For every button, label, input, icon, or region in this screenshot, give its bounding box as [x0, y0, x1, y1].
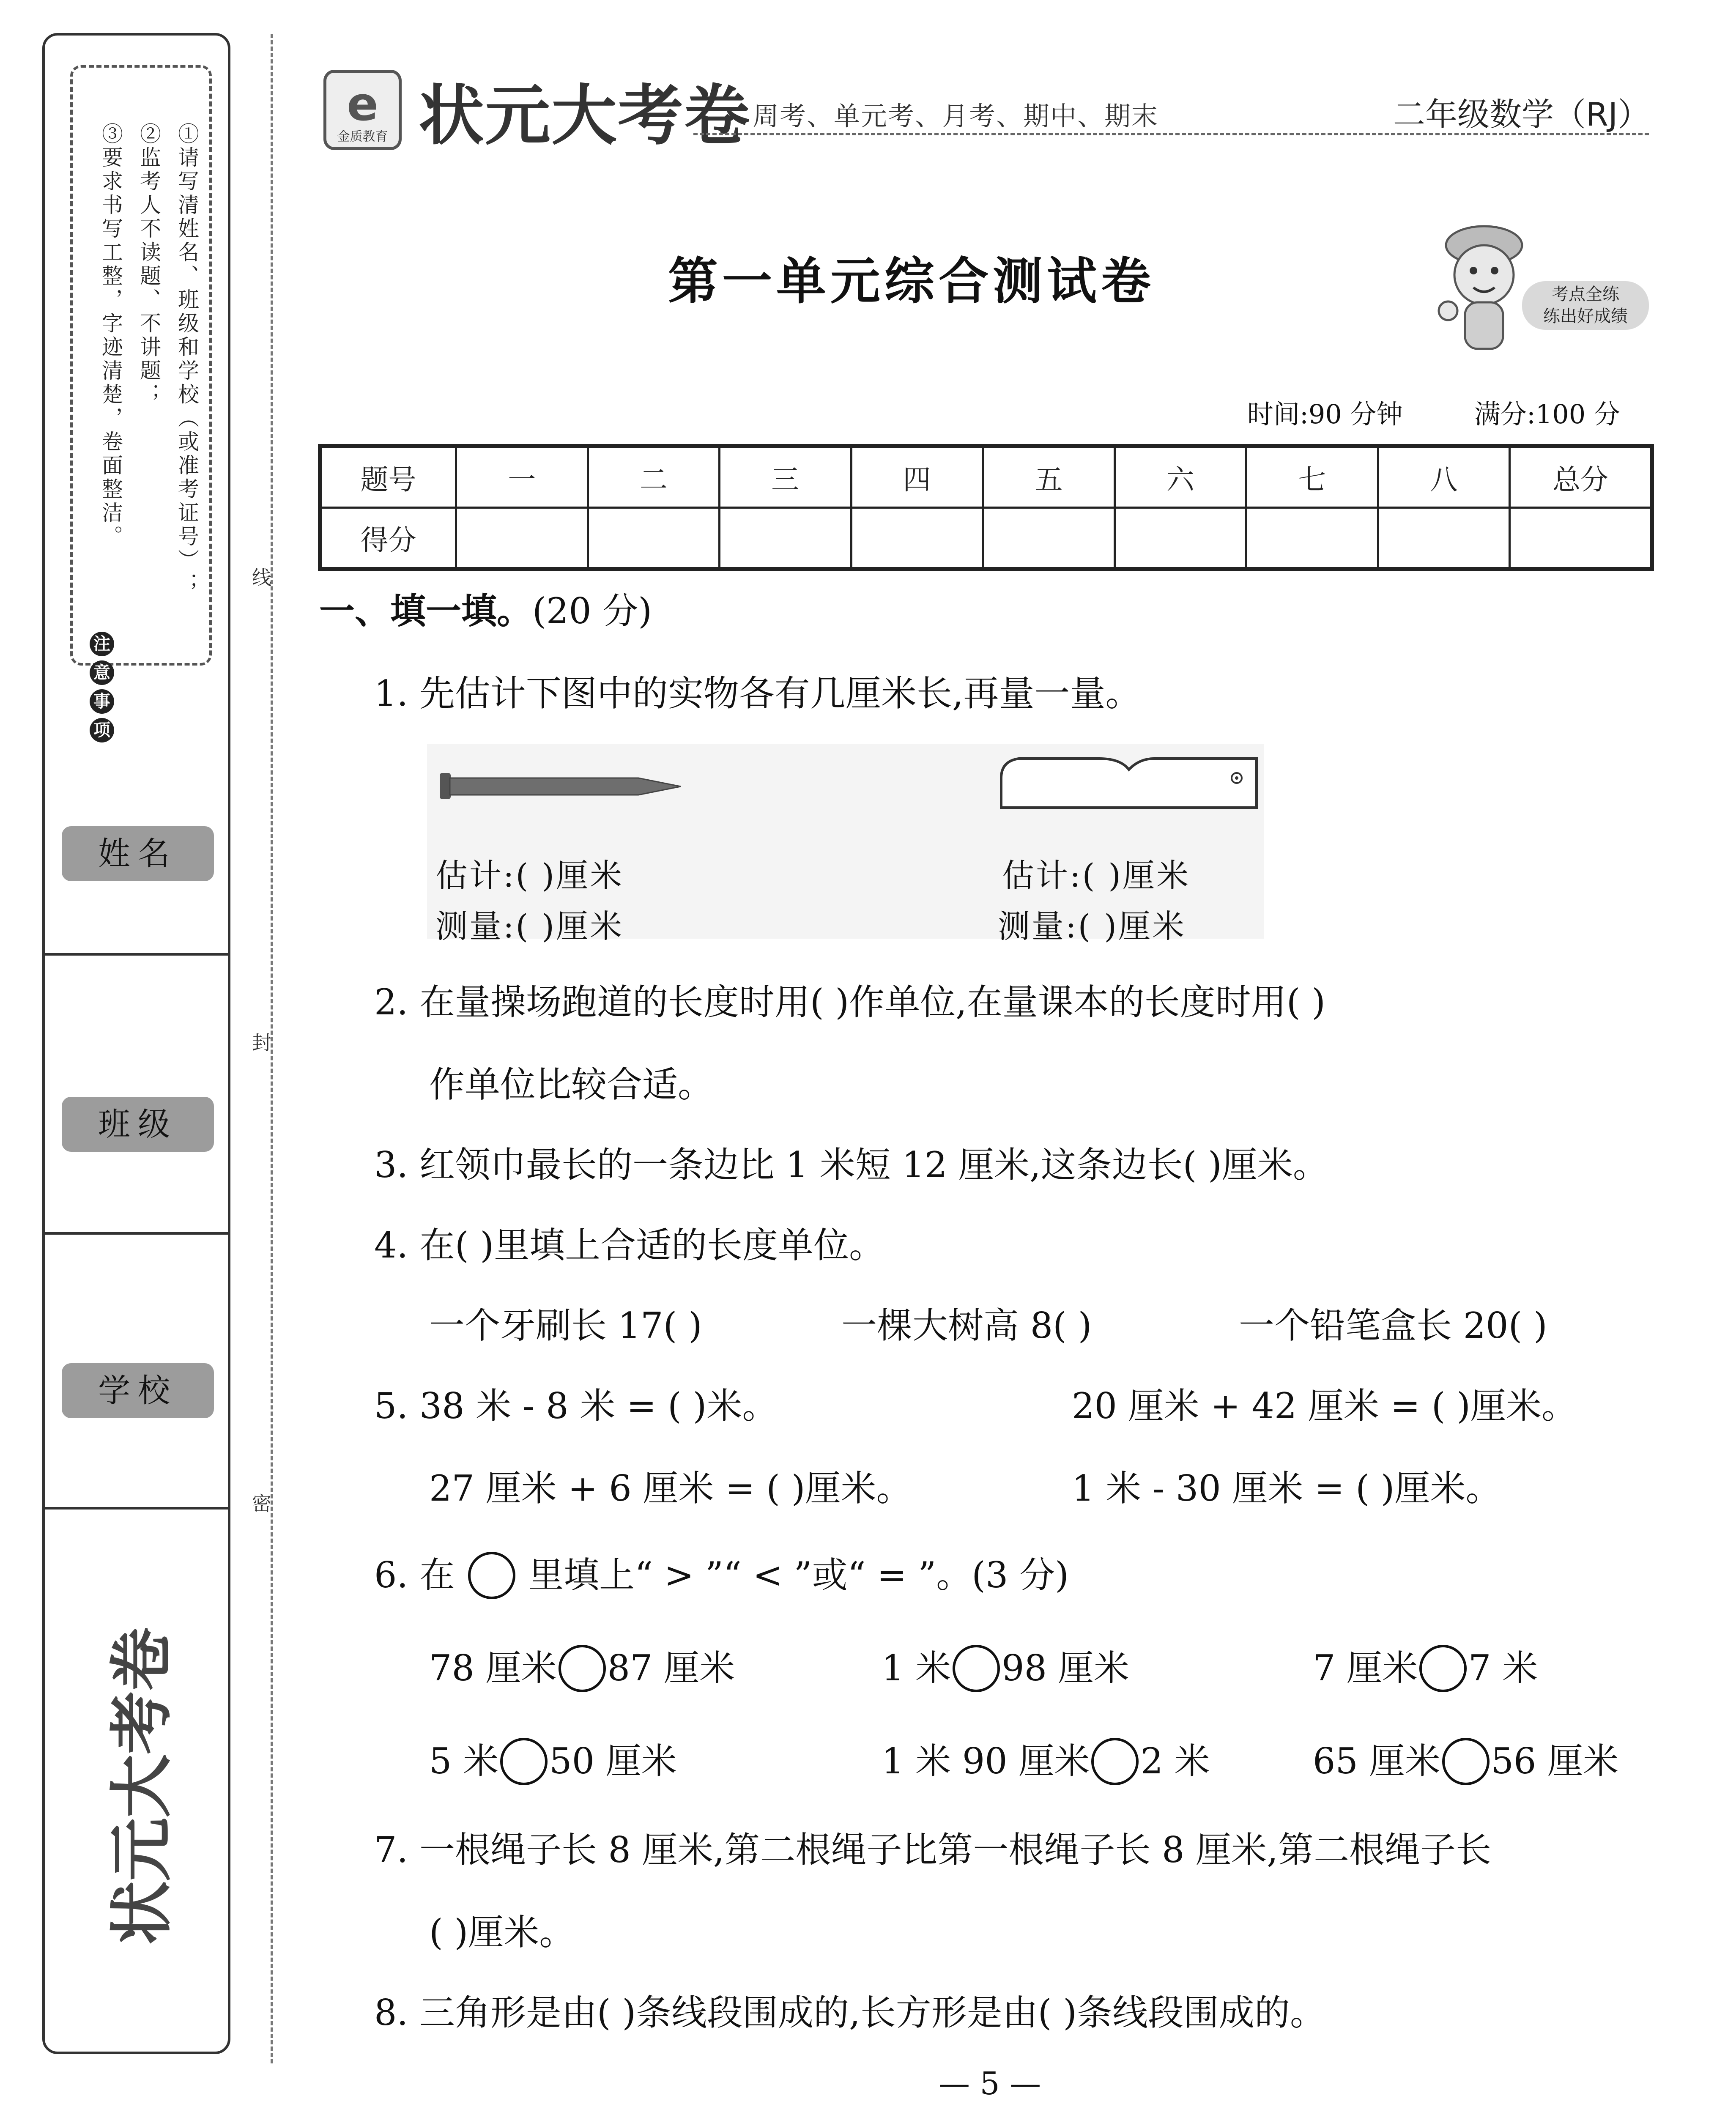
exam-time: 时间:90 分钟: [1247, 399, 1403, 430]
brand-title: 状元大考卷: [419, 77, 750, 154]
notice-1: ①请写清姓名、班级和学校（或准考证号）；: [175, 123, 199, 596]
grade-label: 二年级数学（RJ）: [1393, 96, 1650, 133]
notice-heading: [89, 632, 115, 742]
strip-divider: [45, 1232, 228, 1235]
question-1-measure-right: 测量:( )厘米: [998, 907, 1186, 945]
compare-right: 56 厘米: [1491, 1740, 1619, 1782]
compare-left: 7 厘米: [1313, 1647, 1418, 1689]
mascot: [1429, 220, 1649, 355]
score-cell[interactable]: [1378, 507, 1510, 569]
score-table-col: 七: [1246, 446, 1378, 508]
question-7-line-1: 7. 一根绳子长 8 厘米,第二根绳子比第一根绳子长 8 厘米,第二根绳子长: [374, 1829, 1491, 1871]
compare-right: 50 厘米: [549, 1740, 677, 1782]
compare-right: 2 米: [1140, 1740, 1210, 1782]
compare-circle[interactable]: [1419, 1645, 1467, 1692]
question-1-estimate-right: 估计:( )厘米: [1002, 857, 1191, 894]
question-6: [374, 1554, 1069, 1602]
section-points: (20 分): [532, 590, 652, 632]
score-table-col-total: 总分: [1510, 446, 1652, 508]
page-title: 第一单元综合测试卷: [668, 252, 1156, 310]
question-6-pre: 6. 在: [374, 1554, 455, 1596]
score-cell[interactable]: [456, 507, 588, 569]
notice-2: ②监考人不读题、不讲题；: [137, 123, 161, 407]
score-table: [318, 444, 1654, 571]
exam-info: [1247, 393, 1620, 431]
brand-subtitle: 周考、单元考、月考、期中、期末: [753, 101, 1159, 132]
score-cell[interactable]: [720, 507, 852, 569]
notice-heading-char: 项: [90, 718, 114, 742]
question-2-line-1: 2. 在量操场跑道的长度时用( )作单位,在量课本的长度时用( ): [374, 981, 1326, 1023]
section-heading-text: 一、填一填。: [319, 590, 533, 632]
publisher-logo: [323, 70, 402, 150]
question-4-c: 一个铅笔盒长 20( ): [1239, 1305, 1547, 1346]
question-7-line-2: ( )厘米。: [429, 1912, 575, 1953]
score-cell[interactable]: [1510, 507, 1652, 569]
question-1-figure: [427, 744, 1264, 945]
compare-circle[interactable]: [500, 1738, 548, 1785]
question-4-a: 一个牙刷长 17( ): [429, 1305, 702, 1346]
score-cell[interactable]: [588, 507, 720, 569]
question-1: 1. 先估计下图中的实物各有几厘米长,再量一量。: [374, 673, 1141, 714]
score-table-col: 六: [1114, 446, 1246, 508]
question-1-measure-left: 测量:( )厘米: [435, 907, 624, 945]
score-table-col: 二: [588, 446, 720, 508]
question-5-a: 5. 38 米 - 8 米 = ( )米。: [374, 1385, 778, 1427]
score-table-col: 八: [1378, 446, 1510, 508]
mascot-slogan-2: 练出好成绩: [1543, 307, 1628, 326]
strip-brand-logo: [100, 1566, 184, 2031]
compare-left: 1 米: [882, 1647, 951, 1689]
compare-left: 65 厘米: [1313, 1740, 1440, 1782]
compare-item: [882, 1740, 1210, 1788]
score-table-row-label: 得分: [320, 507, 456, 569]
notice-box: [70, 65, 212, 666]
cut-line-label: 封: [252, 1031, 271, 1054]
question-2-line-2: 作单位比较合适。: [429, 1064, 714, 1105]
question-8: 8. 三角形是由( )条线段围成的,长方形是由( )条线段围成的。: [374, 1992, 1326, 2033]
section-heading: [319, 590, 652, 632]
mascot-slogan: [1522, 281, 1649, 330]
compare-left: 78 厘米: [429, 1647, 557, 1689]
score-table-col: 五: [983, 446, 1115, 508]
nail-icon: [440, 765, 693, 808]
compare-item: [1313, 1647, 1538, 1695]
strip-brand-text: 状元大考卷: [105, 1627, 179, 1945]
question-1-estimate-left: 估计:( )厘米: [435, 857, 624, 894]
mascot-slogan-1: 考点全练: [1552, 285, 1619, 304]
header-rule: [693, 133, 1649, 135]
compare-left: 1 米 90 厘米: [882, 1740, 1090, 1782]
score-table-col: 一: [456, 446, 588, 508]
exam-full-score: 满分:100 分: [1474, 399, 1620, 430]
question-5-b: 20 厘米 + 42 厘米 = ( )厘米。: [1072, 1385, 1577, 1427]
score-table-col: 四: [851, 446, 983, 508]
compare-right: 87 厘米: [607, 1647, 735, 1689]
cut-line-label: 线: [252, 566, 271, 589]
question-5-d: 1 米 - 30 厘米 = ( )厘米。: [1072, 1468, 1501, 1509]
publisher-logo-icon: e: [347, 77, 378, 131]
compare-item: [1313, 1740, 1618, 1788]
compare-circle[interactable]: [1442, 1738, 1490, 1785]
class-field-label: 班级: [62, 1097, 214, 1152]
compare-right: 98 厘米: [1002, 1647, 1129, 1689]
question-4: 4. 在( )里填上合适的长度单位。: [374, 1225, 885, 1266]
name-field-label: 姓名: [62, 826, 214, 881]
question-3: 3. 红领巾最长的一条边比 1 米短 12 厘米,这条边长( )厘米。: [374, 1144, 1328, 1186]
score-cell[interactable]: [1114, 507, 1246, 569]
compare-item: [429, 1647, 735, 1695]
strip-divider: [45, 1507, 228, 1510]
compare-item: [882, 1647, 1129, 1695]
school-field-label: 学校: [62, 1363, 214, 1418]
binding-strip: [42, 33, 230, 2054]
score-table-header-row: [320, 446, 1652, 508]
question-4-b: 一棵大树高 8( ): [841, 1305, 1092, 1346]
publisher-name: 金质教育: [337, 129, 388, 144]
strip-divider: [45, 953, 228, 956]
cut-line-label: 密: [252, 1492, 271, 1515]
compare-circle[interactable]: [559, 1645, 606, 1692]
pocket-knife-icon: [998, 753, 1260, 812]
question-6-post: 里填上“ > ”“ < ”或“ = ”。(3 分): [528, 1554, 1069, 1596]
notice-heading-char: 注: [90, 632, 114, 656]
compare-right: 7 米: [1468, 1647, 1538, 1689]
score-cell[interactable]: [1246, 507, 1378, 569]
score-table-col: 三: [720, 446, 852, 508]
notice-heading-char: 意: [90, 660, 114, 685]
score-cell[interactable]: [983, 507, 1115, 569]
score-table-score-row: [320, 507, 1652, 569]
question-5-c: 27 厘米 + 6 厘米 = ( )厘米。: [429, 1468, 912, 1509]
score-table-row-label: 题号: [320, 446, 456, 508]
compare-left: 5 米: [429, 1740, 499, 1782]
page-number: — 5 —: [939, 2066, 1041, 2102]
notice-heading-char: 事: [90, 689, 114, 714]
notice-3: ③要求书写工整，字迹清楚，卷面整洁。: [99, 123, 123, 549]
compare-circle[interactable]: [1091, 1738, 1139, 1785]
score-cell[interactable]: [851, 507, 983, 569]
compare-circle[interactable]: [953, 1645, 1000, 1692]
compare-circle-icon: [468, 1552, 515, 1599]
compare-item: [429, 1740, 677, 1788]
